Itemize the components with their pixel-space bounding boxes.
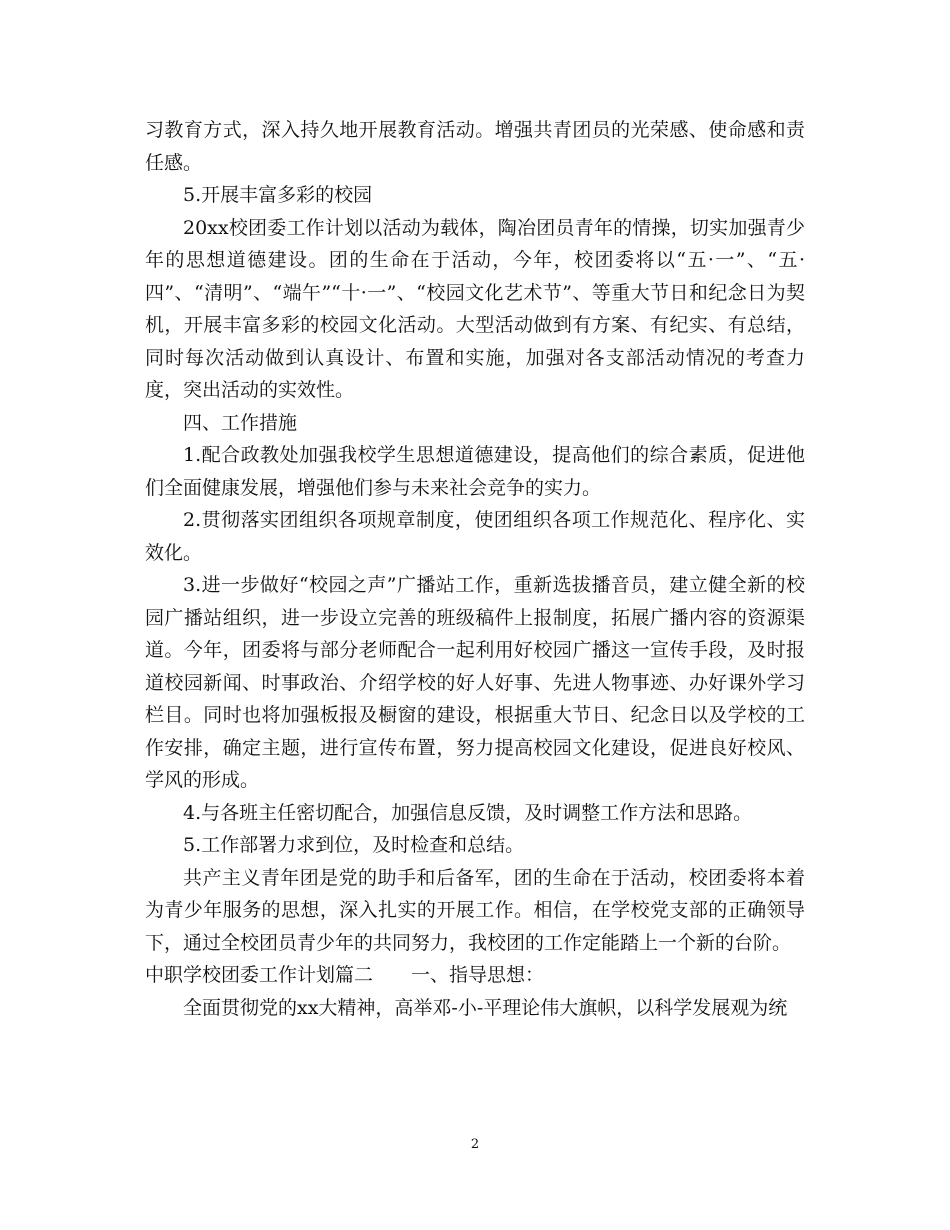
paragraph: 中职学校团委工作计划篇二 一、指导思想： <box>145 964 545 986</box>
body-text <box>145 114 805 1024</box>
paragraph: 2.贯彻落实团组织各项规章制度，使团组织各项工作规范化、程序化、实效化。 <box>145 509 805 564</box>
page-number: 2 <box>470 1137 480 1152</box>
paragraph: 共产主义青年团是党的助手和后备军，团的生命在于活动，校团委将本着为青少年服务的思想，深入扎实的开展工作。相信，在学校党支部的正确领导下，通过全校团员青少年的共同努力，我校团的工作定能踏上一个新的台阶。 <box>145 866 805 954</box>
paragraph: 1.配合政教处加强我校学生思想道德建设，提高他们的综合素质，促进他们全面健康发展，增强他们参与未来社会竞争的实力。 <box>145 444 805 499</box>
paragraph: 20xx校团委工作计划以活动为载体，陶冶团员青年的情操，切实加强青少年的思想道德建设。团的生命在于活动，今年，校团委将以“五·一”、“五·四”、“清明”、“端午”“十·一”、“校园文化艺术节”、等重大节日和纪念日为契机，开展丰富多彩的校园文化活动。大型活动做到有方案、有纪实、有总结，同时每次活动做到认真设计、布置和实施，加强对各支部活动情况的考查力度，突出活动的实效性。 <box>145 216 805 401</box>
paragraph: 习教育方式，深入持久地开展教育活动。增强共青团员的光荣感、使命感和责任感。 <box>145 119 805 174</box>
paragraph: 4.与各班主任密切配合，加强信息反馈，及时调整工作方法和思路。 <box>183 801 753 824</box>
section-heading: 四、工作措施 <box>183 411 298 434</box>
paragraph: 5.开展丰富多彩的校园 <box>183 184 373 206</box>
paragraph: 全面贯彻党的xx大精神，高举邓-小-平理论伟大旗帜，以科学发展观为统 <box>183 996 788 1019</box>
paragraph: 5.工作部署力求到位，及时检查和总结。 <box>183 834 525 856</box>
paragraph: 3.进一步做好“校园之声”广播站工作，重新选拔播音员，建立健全新的校园广播站组织，进一步设立完善的班级稿件上报制度，拓展广播内容的资源渠道。今年，团委将与部分老师配合一起利用好校园广播这一宣传手段，及时报道校园新闻、时事政治、介绍学校的好人好事、先进人物事迹、办好课外学习栏目。同时也将加强板报及橱窗的建设，根据重大节日、纪念日以及学校的工作安排，确定主题，进行宣传布置，努力提高校园文化建设，促进良好校风、学风的形成。 <box>145 574 805 791</box>
